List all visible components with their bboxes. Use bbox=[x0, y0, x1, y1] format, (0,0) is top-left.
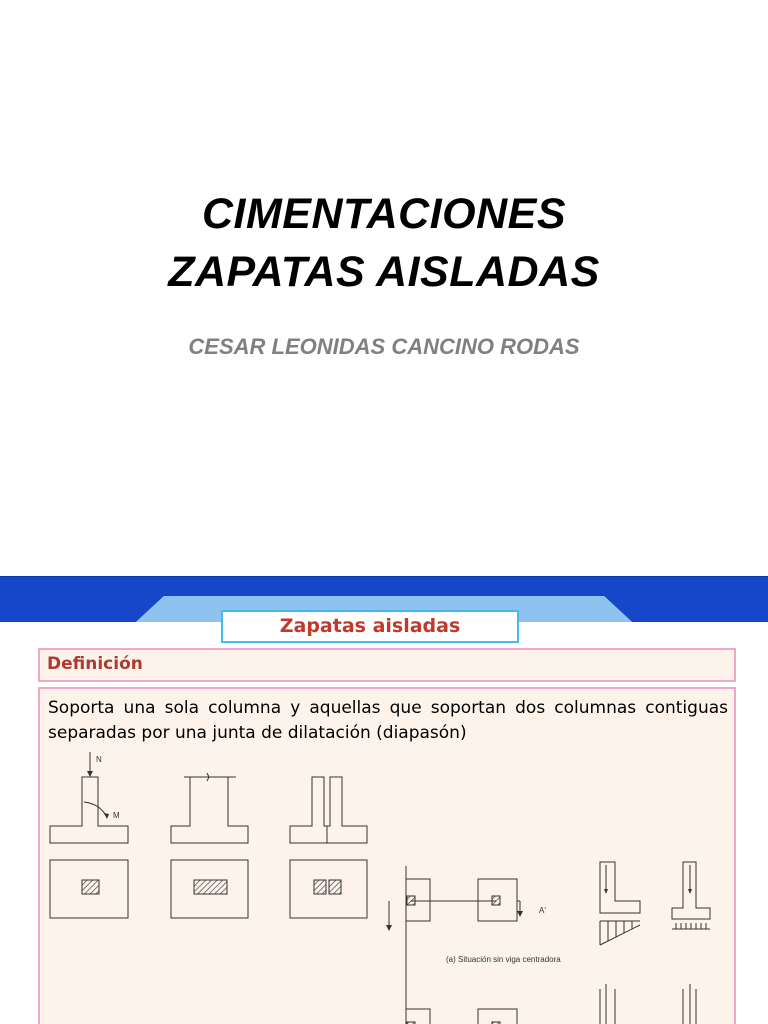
moment-label: M bbox=[113, 811, 120, 820]
definition-header bbox=[38, 648, 736, 682]
definition-label: Definición bbox=[47, 654, 143, 674]
definition-paragraph: Soporta una sola columna y aquellas que soportan dos columnas contiguas separadas por una junta de dilatación (diapasón) bbox=[48, 698, 728, 743]
diagram-caption: (a) Situación sin viga centradora bbox=[446, 955, 561, 964]
section-heading: Zapatas aisladas bbox=[221, 610, 519, 643]
section-label: A' bbox=[539, 906, 546, 915]
slide-title-line2: ZAPATAS AISLADAS bbox=[168, 248, 600, 296]
slide-title-line1: CIMENTACIONES bbox=[201, 190, 567, 238]
definition-content bbox=[38, 687, 736, 1024]
axial-load-label: N bbox=[96, 755, 102, 764]
content-slide bbox=[0, 576, 768, 1024]
footing-diagram bbox=[40, 689, 734, 1024]
author-name: CESAR LEONIDAS CANCINO RODAS bbox=[188, 334, 580, 359]
